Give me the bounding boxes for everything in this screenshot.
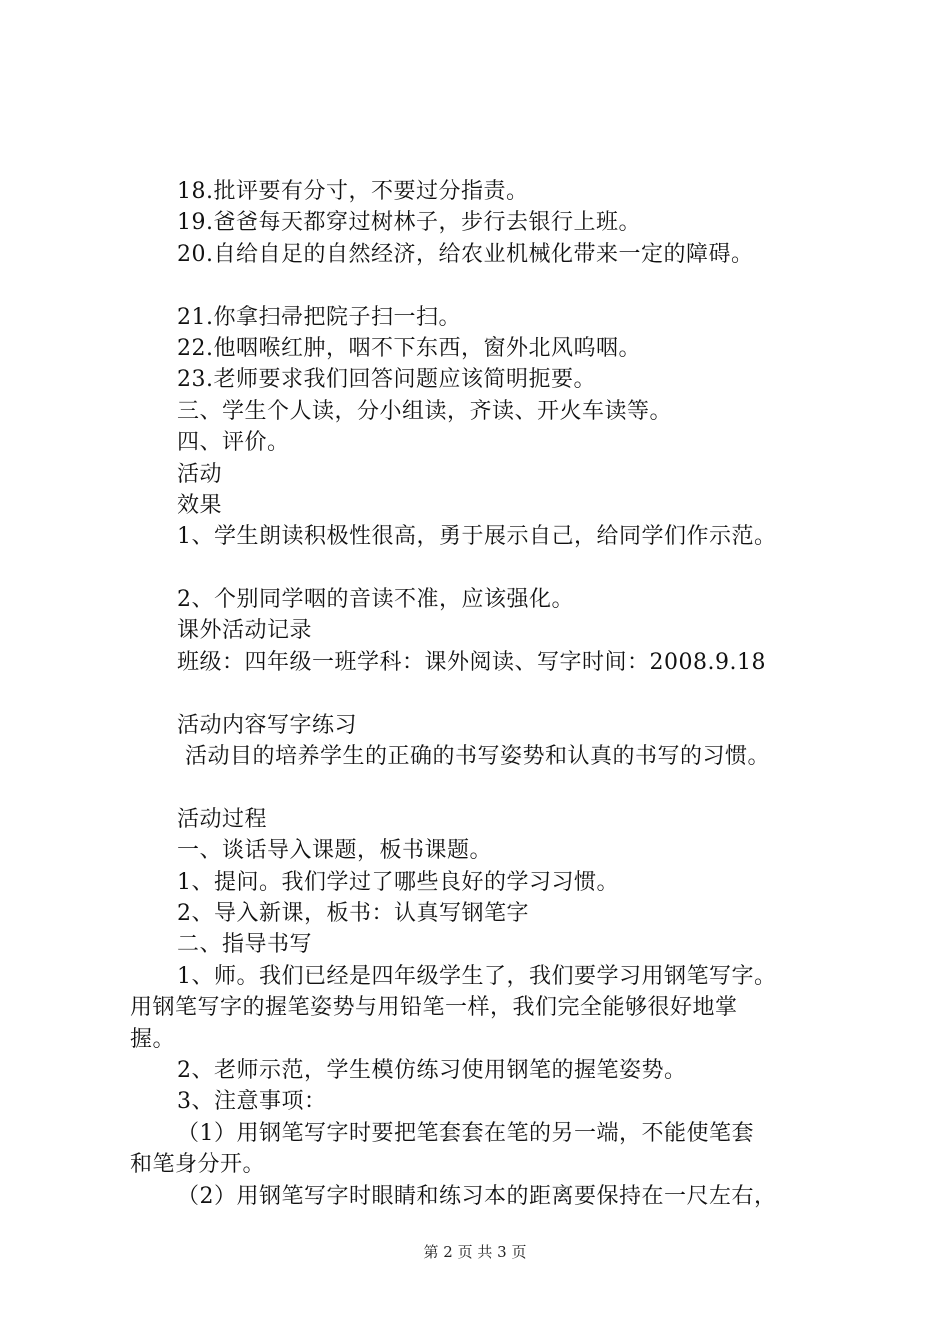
text-line: 2、老师示范，学生模仿练习使用钢笔的握笔姿势。 <box>177 1057 687 1083</box>
text-line: 效果 <box>177 492 223 518</box>
text-line: 二、指导书写 <box>177 932 313 958</box>
text-line: 班级：四年级一班学科：课外阅读、写字时间：2008.9.18 <box>177 649 766 675</box>
text-line: 2、导入新课，板书：认真写钢笔字 <box>177 900 529 926</box>
text-line: 和笔身分开。 <box>130 1152 266 1178</box>
text-line: 18.批评要有分寸，不要过分指责。 <box>177 179 529 204</box>
text-line: 用钢笔写字的握笔姿势与用铅笔一样，我们完全能够很好地掌 <box>130 995 738 1021</box>
text-line: 活动内容写字练习 <box>177 712 358 738</box>
text-line: 20.自给自足的自然经济，给农业机械化带来一定的障碍。 <box>177 241 754 267</box>
text-line: 活动 <box>177 461 223 487</box>
text-line: 23.老师要求我们回答问题应该简明扼要。 <box>177 367 596 393</box>
text-line: 1、提问。我们学过了哪些良好的学习习惯。 <box>177 869 619 895</box>
page-footer: 第 2 页 共 3 页 <box>423 1243 527 1261</box>
text-line: 21.你拿扫帚把院子扫一扫。 <box>177 304 461 330</box>
text-line: 活动过程 <box>177 806 268 832</box>
text-line: 四、评价。 <box>177 430 290 456</box>
text-line: 1、学生朗读积极性很高，勇于展示自己，给同学们作示范。 <box>177 524 777 550</box>
text-line: 活动目的培养学生的正确的书写姿势和认真的书写的习惯。 <box>185 744 771 770</box>
text-line: 3、注意事项： <box>177 1089 327 1115</box>
blank-line <box>130 772 870 803</box>
text-line: 1、师。我们已经是四年级学生了，我们要学习用钢笔写字。 <box>177 963 777 989</box>
text-line: 19.爸爸每天都穿过树林子，步行去银行上班。 <box>177 210 641 236</box>
text-line: 一、谈话导入课题，板书课题。 <box>177 838 493 864</box>
blank-line <box>130 678 870 709</box>
document-body <box>130 176 870 1212</box>
text-line: 2、个别同学咽的音读不准，应该强化。 <box>177 587 574 613</box>
text-line: （1）用钢笔写字时要把笔套套在笔的另一端，不能使笔套 <box>177 1120 754 1146</box>
text-line: （2）用钢笔写字时眼睛和练习本的距离要保持在一尺左右， <box>177 1183 777 1209</box>
text-line: 课外活动记录 <box>177 618 313 644</box>
blank-line <box>130 553 870 584</box>
blank-line <box>130 270 870 301</box>
text-line: 22.他咽喉红肿，咽不下东西，窗外北风呜咽。 <box>177 335 641 361</box>
text-line: 三、学生个人读，分小组读，齐读、开火车读等。 <box>177 398 673 424</box>
text-line: 握。 <box>130 1026 176 1052</box>
